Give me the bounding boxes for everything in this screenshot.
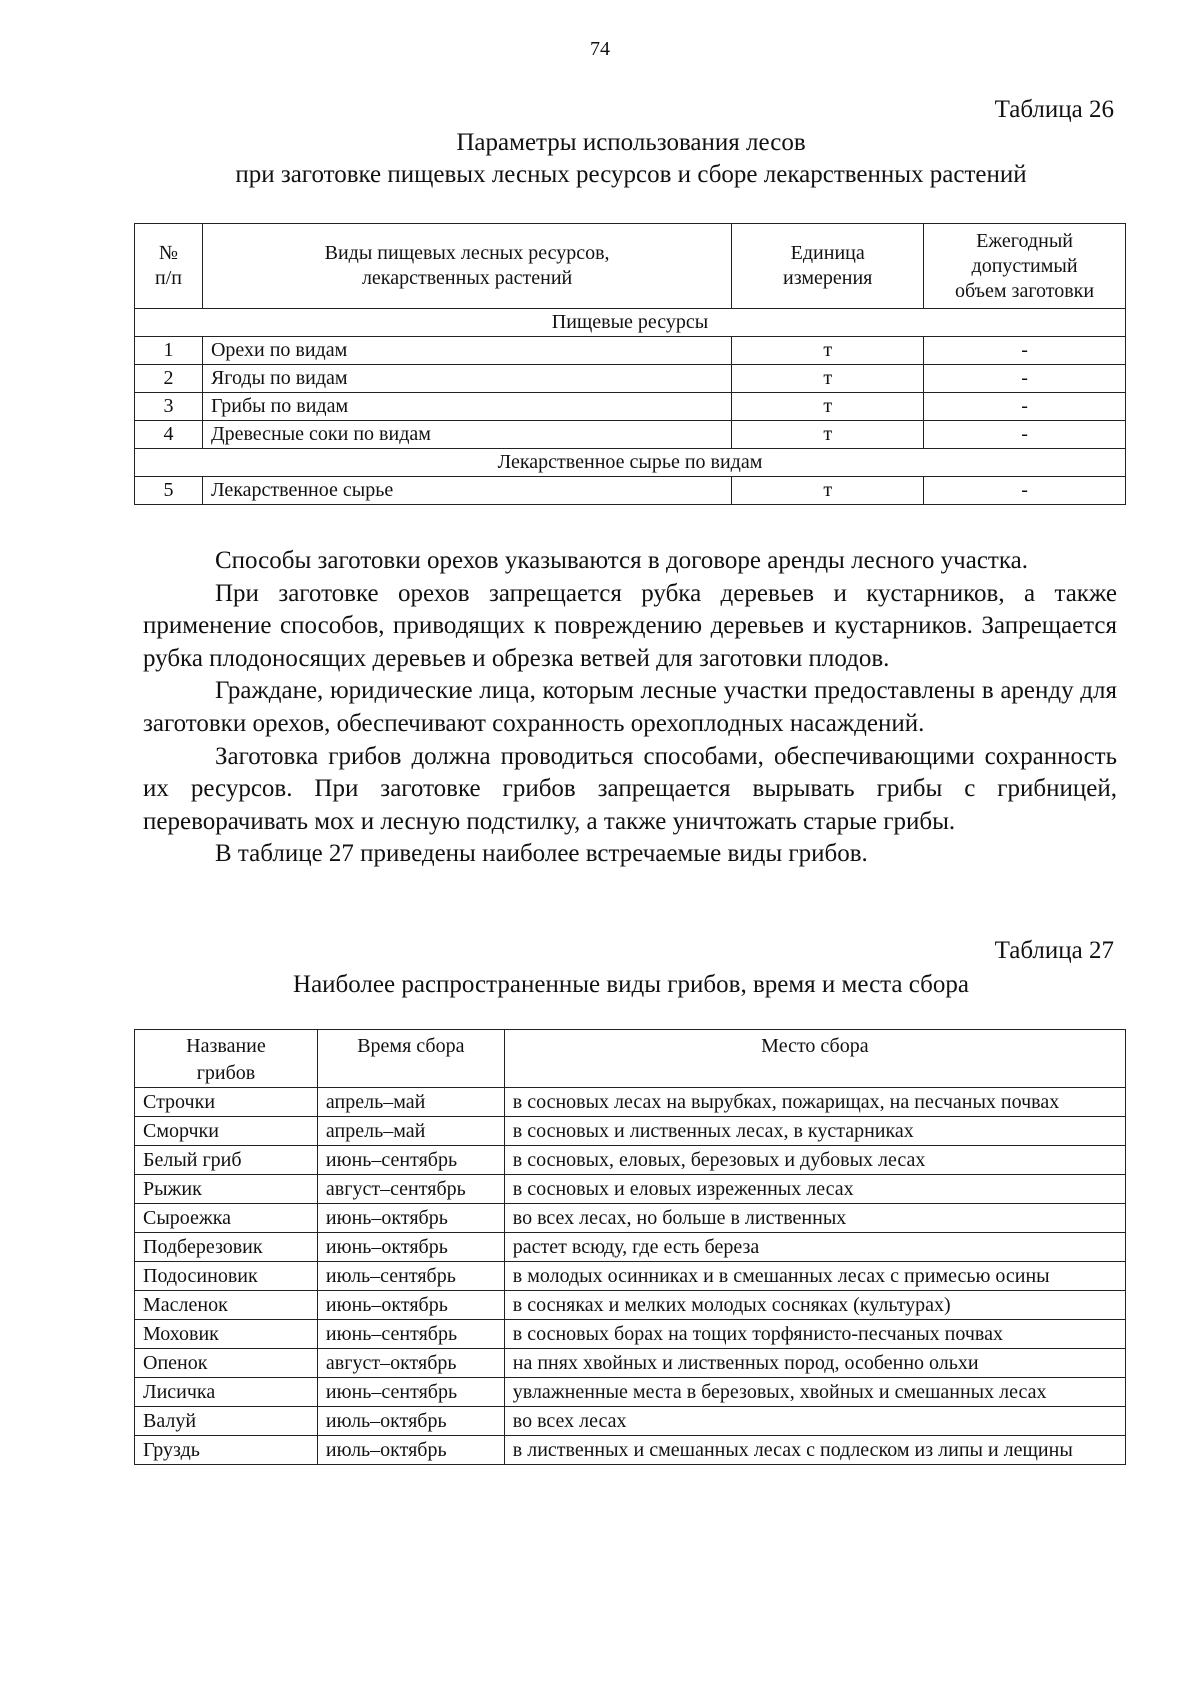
table-row [135,1320,1126,1349]
mushroom-place: в лиственных и смешанных лесах с подлеском из липы и лещины [504,1436,1125,1465]
header-volume-line1: Ежегодный [976,229,1073,252]
mushroom-name: Валуй [135,1407,318,1436]
table-row [135,1117,1126,1146]
mushroom-place: в сосновых, еловых, березовых и дубовых лесах [504,1146,1125,1175]
table-row [135,1175,1126,1204]
row-name: Древесные соки по видам [202,421,731,449]
table-27-header-row [135,1030,1126,1088]
header-mushroom-name [135,1030,318,1088]
table-row [135,421,1126,449]
mushroom-time: июнь–сентябрь [317,1320,504,1349]
table-27-label: Таблица 27 [994,937,1114,964]
table-row [135,337,1126,365]
header-time: Время сбора [317,1030,504,1088]
row-volume: - [924,365,1126,393]
mushroom-place: в сосновых и лиственных лесах, в кустарниках [504,1117,1125,1146]
header-volume [924,224,1126,309]
table-row [135,1291,1126,1320]
page-number: 74 [590,38,610,60]
mushroom-time: июль–октябрь [317,1407,504,1436]
table-26-title-line1: Параметры использования лесов [456,129,806,156]
row-volume: - [924,393,1126,421]
mushroom-place: увлажненные места в березовых, хвойных и смешанных лесах [504,1378,1125,1407]
table-26-header-row [135,224,1126,309]
header-volume-line3: объем заготовки [954,279,1095,302]
row-volume: - [924,421,1126,449]
mushroom-time: август–сентябрь [317,1175,504,1204]
mushroom-time: июнь–сентябрь [317,1146,504,1175]
header-unit [732,224,924,309]
row-name: Лекарственное сырье [202,477,731,505]
row-unit: т [732,421,924,449]
table-row [135,1407,1126,1436]
mushroom-time: июнь–сентябрь [317,1378,504,1407]
table-27 [134,1029,1126,1465]
mushroom-place: в сосняках и мелких молодых сосняках (культурах) [504,1291,1125,1320]
mushroom-place: в сосновых лесах на вырубках, пожарищах, на песчаных почвах [504,1088,1125,1117]
header-name-line1: Название [186,1035,266,1057]
mushroom-name: Груздь [135,1436,318,1465]
paragraph: В таблице 27 приведены наиболее встречаемые виды грибов. [215,840,868,868]
table-row [135,1088,1126,1117]
mushroom-place: в сосновых и еловых изреженных лесах [504,1175,1125,1204]
section-food-resources: Пищевые ресурсы [135,309,1126,337]
table-row [135,1262,1126,1291]
table-row [135,477,1126,505]
row-volume: - [924,477,1126,505]
table-row [135,1436,1126,1465]
mushroom-place: во всех лесах, но больше в лиственных [504,1204,1125,1233]
mushroom-name: Сыроежка [135,1204,318,1233]
header-kind-line1: Виды пищевых лесных ресурсов, [324,242,610,264]
section-row [135,449,1126,477]
mushroom-time: июль–сентябрь [317,1262,504,1291]
row-num: 4 [135,421,203,449]
mushroom-time: июнь–октябрь [317,1233,504,1262]
row-name: Орехи по видам [202,337,731,365]
table-row [135,1349,1126,1378]
row-num: 1 [135,337,203,365]
row-name: Грибы по видам [202,393,731,421]
mushroom-place: в сосновых борах на тощих торфянисто-песчаных почвах [504,1320,1125,1349]
table-27-title: Наиболее распространенные виды грибов, время и места сбора [293,971,969,998]
row-unit: т [732,337,924,365]
table-row [135,393,1126,421]
header-num-line1: № [158,242,179,264]
mushroom-place: на пнях хвойных и лиственных пород, особенно ольхи [504,1349,1125,1378]
mushroom-name: Моховик [135,1320,318,1349]
header-unit-line2: измерения [783,267,873,289]
mushroom-time: июнь–октябрь [317,1204,504,1233]
section-row [135,309,1126,337]
mushroom-name: Рыжик [135,1175,318,1204]
row-unit: т [732,365,924,393]
mushroom-place: во всех лесах [504,1407,1125,1436]
table-row [135,1146,1126,1175]
section-medicinal: Лекарственное сырье по видам [135,449,1126,477]
mushroom-name: Белый гриб [135,1146,318,1175]
table-row [135,1378,1126,1407]
row-num: 3 [135,393,203,421]
header-place: Место сбора [504,1030,1125,1088]
header-volume-line2: допустимый [971,254,1078,277]
table-row [135,365,1126,393]
body-text [143,545,1117,871]
mushroom-time: апрель–май [317,1088,504,1117]
paragraph: Граждане, юридические лица, которым лесные участки предоставлены в аренду для заготовки орехов, обеспечивают сохранность орехоплодных насаждений. [143,677,1117,737]
row-unit: т [732,477,924,505]
paragraph: Заготовка грибов должна проводиться способами, обеспечивающими сохранность их ресурсов. При заготовке грибов запрещается вырывать грибы с грибницей, переворачивать мох и лесную подстилку, а также уничтожать старые грибы. [143,742,1117,835]
table-26-title-line2: при заготовке пищевых лесных ресурсов и сборе лекарственных растений [235,161,1027,188]
mushroom-name: Строчки [135,1088,318,1117]
table-row [135,1204,1126,1233]
row-name: Ягоды по видам [202,365,731,393]
mushroom-name: Масленок [135,1291,318,1320]
table-row [135,1233,1126,1262]
header-num-line2: п/п [154,267,182,289]
mushroom-time: июнь–октябрь [317,1291,504,1320]
header-kind-line2: лекарственных растений [361,267,573,289]
table-26-label: Таблица 26 [994,96,1114,123]
row-unit: т [732,393,924,421]
paragraph: Способы заготовки орехов указываются в договоре аренды лесного участка. [215,547,1028,574]
mushroom-name: Опенок [135,1349,318,1378]
mushroom-name: Подосиновик [135,1262,318,1291]
paragraph: При заготовке орехов запрещается рубка деревьев и кустарников, а также применение способов, приводящих к повреждению деревьев и кустарников. Запрещается рубка плодоносящих деревьев и обрезка ветвей для заготовки плодов. [143,579,1117,672]
mushroom-place: растет всюду, где есть береза [504,1233,1125,1262]
header-name-line2: грибов [196,1062,256,1084]
mushroom-time: апрель–май [317,1117,504,1146]
mushroom-name: Подберезовик [135,1233,318,1262]
mushroom-name: Сморчки [135,1117,318,1146]
mushroom-time: август–октябрь [317,1349,504,1378]
header-num [135,224,203,309]
row-num: 5 [135,477,203,505]
mushroom-place: в молодых осинниках и в смешанных лесах с примесью осины [504,1262,1125,1291]
header-kind [202,224,731,309]
mushroom-name: Лисичка [135,1378,318,1407]
header-unit-line1: Единица [790,242,865,264]
row-volume: - [924,337,1126,365]
row-num: 2 [135,365,203,393]
table-26 [134,223,1126,505]
mushroom-time: июль–октябрь [317,1436,504,1465]
